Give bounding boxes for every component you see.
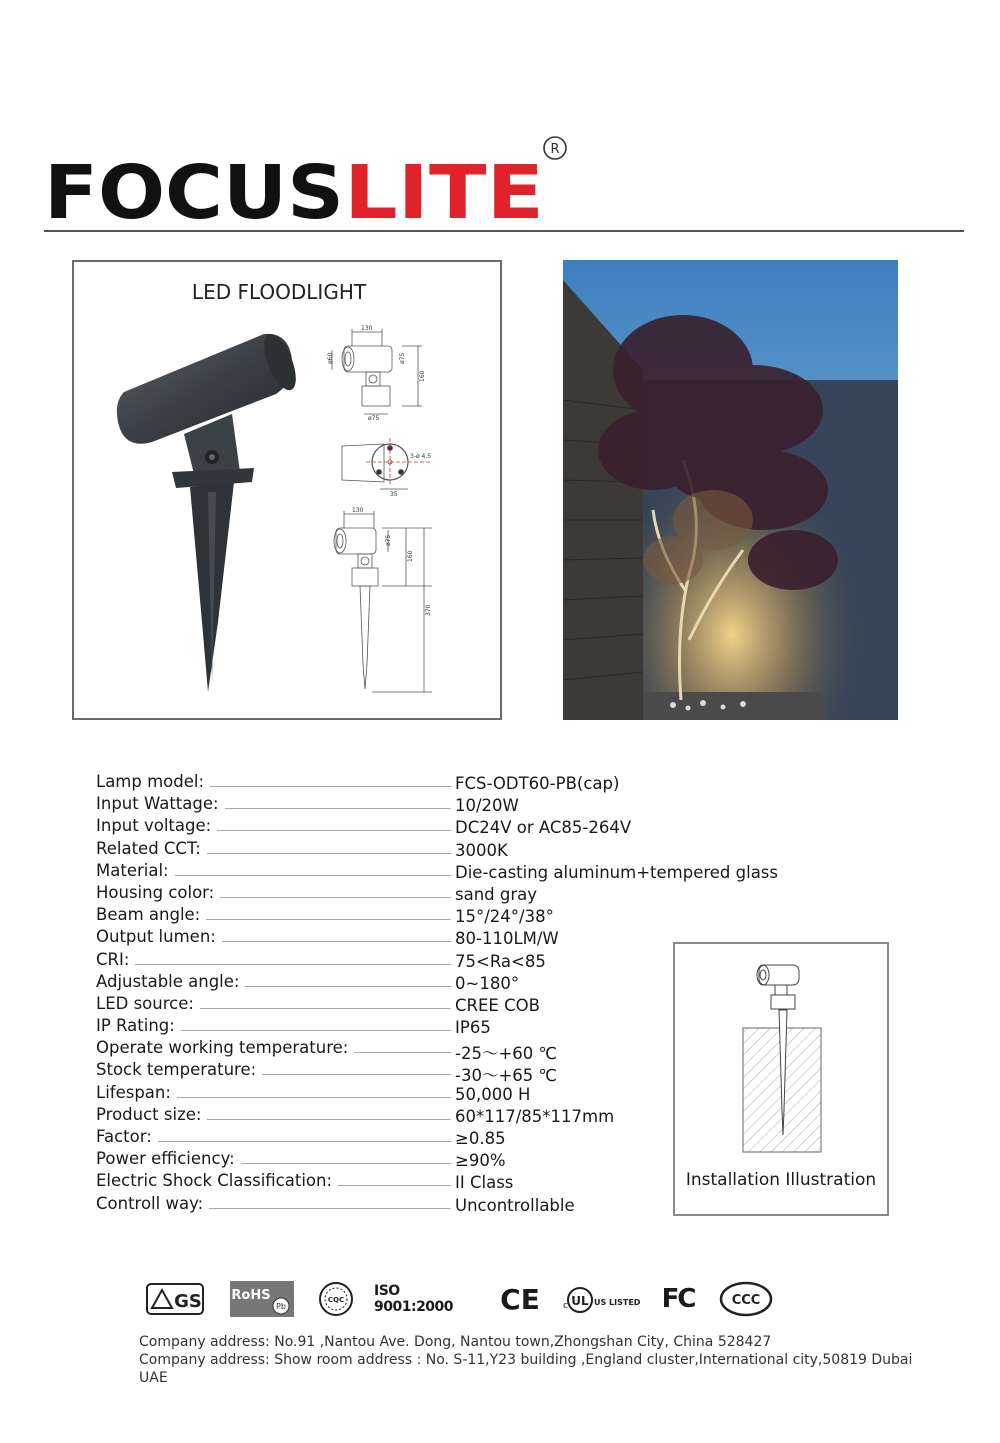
brand-logo-dark: FOCUS: [44, 150, 344, 225]
svg-text:370: 370: [425, 604, 432, 616]
spec-label: Input voltage:: [96, 816, 217, 835]
gs-mark-icon: [145, 1275, 205, 1323]
technical-drawing: [322, 324, 502, 699]
spec-value: 75<Ra<85: [455, 951, 546, 971]
ccc-mark-icon: [718, 1275, 774, 1323]
svg-text:US LISTED: US LISTED: [594, 1298, 640, 1307]
spec-value: CREE COB: [455, 995, 540, 1015]
svg-text:ø75: ø75: [368, 415, 380, 422]
ul-listed-mark-icon: [560, 1275, 640, 1323]
spec-value: IP65: [455, 1018, 491, 1038]
product-panel: [72, 260, 502, 720]
spec-row: [96, 794, 796, 816]
address-line-3: UAE: [139, 1370, 168, 1386]
iso-mark: ISO 9001:2000: [374, 1283, 454, 1315]
spec-value: 10/20W: [455, 796, 519, 816]
brand-logo: [44, 150, 564, 225]
installation-caption: Installation Illustration: [685, 1170, 877, 1190]
spec-value: 3000K: [455, 840, 508, 860]
spec-label: Material:: [96, 861, 175, 880]
spec-label: LED source:: [96, 994, 200, 1013]
svg-text:160: 160: [419, 370, 426, 382]
spec-row: [96, 861, 796, 883]
spec-label: Lamp model:: [96, 772, 210, 791]
address-line-1: Company address: No.91 ,Nantou Ave. Dong, Nantou town,Zhongshan City, China 528427: [139, 1334, 772, 1350]
fcc-mark: FC: [661, 1284, 695, 1314]
spec-value: DC24V or AC85-264V: [455, 818, 632, 838]
svg-text:3-ø 4.5: 3-ø 4.5: [410, 453, 432, 460]
svg-text:130: 130: [361, 325, 373, 332]
registered-mark: [541, 134, 569, 162]
svg-text:GS: GS: [174, 1291, 202, 1312]
spec-value: Die-casting aluminum+tempered glass: [455, 862, 778, 882]
svg-text:ø60: ø60: [327, 352, 334, 364]
svg-text:CCC: CCC: [731, 1293, 761, 1308]
spec-label: Factor:: [96, 1127, 158, 1146]
spec-row: [96, 905, 796, 927]
spec-value: 80-110LM/W: [455, 929, 559, 949]
spec-label: Stock temperature:: [96, 1060, 262, 1079]
spec-value: -30～+65 ℃: [455, 1066, 558, 1086]
spec-value: sand gray: [455, 884, 538, 904]
svg-text:c: c: [563, 1301, 568, 1311]
installation-diagram: [725, 960, 845, 1160]
spec-value: FCS-ODT60-PB(cap): [455, 774, 620, 793]
spec-value: 15°/24°/38°: [455, 907, 554, 927]
spec-label: Controll way:: [96, 1194, 209, 1213]
spec-row: [96, 883, 796, 905]
spec-label: Input Wattage:: [96, 794, 225, 813]
spec-label: Power efficiency:: [96, 1149, 241, 1168]
svg-text:ø75: ø75: [385, 534, 392, 546]
spec-row: [96, 816, 796, 838]
svg-text:35: 35: [390, 491, 398, 498]
spec-label: Lifespan:: [96, 1083, 177, 1102]
ce-mark: CE: [500, 1282, 540, 1316]
spec-label: Operate working temperature:: [96, 1038, 354, 1057]
spec-label: Output lumen:: [96, 927, 222, 946]
svg-text:ø75: ø75: [399, 352, 406, 364]
spec-value: ≥0.85: [455, 1129, 506, 1148]
spec-value: Uncontrollable: [455, 1195, 575, 1215]
cqc-mark-icon: [316, 1275, 356, 1323]
spec-row: [96, 772, 796, 794]
spec-value: II Class: [455, 1173, 514, 1193]
spec-label: IP Rating:: [96, 1016, 181, 1035]
spotlight-render: [104, 322, 304, 702]
spec-value: ≥90%: [455, 1151, 506, 1171]
spec-label: Electric Shock Classification:: [96, 1171, 338, 1190]
spec-label: Beam angle:: [96, 905, 206, 924]
spec-label: CRI:: [96, 950, 135, 969]
header-divider: [44, 230, 964, 232]
spec-label: Product size:: [96, 1105, 207, 1124]
svg-text:130: 130: [352, 507, 364, 514]
svg-text:RoHS: RoHS: [231, 1288, 271, 1303]
spec-label: Adjustable angle:: [96, 972, 245, 991]
installation-panel: [673, 942, 889, 1216]
svg-text:Pb: Pb: [276, 1302, 286, 1311]
installation-photo: [563, 260, 898, 720]
spec-value: 50,000 H: [455, 1084, 531, 1104]
svg-text:R: R: [550, 142, 560, 157]
address-line-2: Company address: Show room address : No. S-11,Y23 building ,England cluster,International city,50819 Dubai: [139, 1352, 913, 1368]
spec-label: Housing color:: [96, 883, 220, 902]
spec-value: 60*117/85*117mm: [455, 1106, 615, 1126]
spec-label: Related CCT:: [96, 839, 207, 858]
spec-leader-line: [96, 964, 451, 965]
spec-value: 0~180°: [455, 973, 520, 993]
spec-value: -25～+60 ℃: [455, 1044, 558, 1064]
product-title: LED FLOODLIGHT: [191, 280, 367, 304]
spec-row: [96, 839, 796, 861]
certification-row: [140, 1275, 790, 1323]
svg-text:160: 160: [407, 550, 414, 562]
svg-text:CQC: CQC: [327, 1296, 345, 1304]
svg-text:UL: UL: [571, 1294, 589, 1308]
brand-logo-red: LITE: [344, 150, 544, 225]
rohs-mark-icon: [228, 1275, 296, 1323]
